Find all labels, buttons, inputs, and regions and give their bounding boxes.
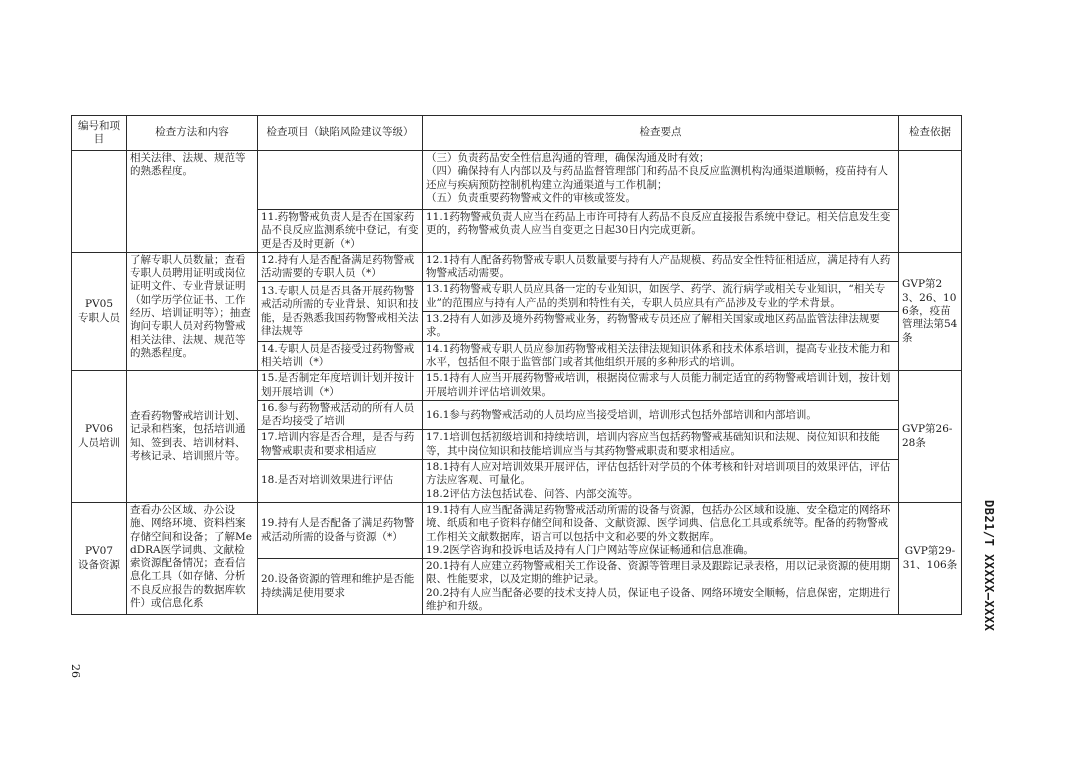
points-20 (423, 559, 899, 615)
points-19-1: 19.1持有人应当配备满足药物警戒活动所需的设备与资源，包括办公区域和设施、安全稳定的网络环境、纸质和电子资料存储空间和设备、文献资源、医学词典、信息化工具或系统等。配备的药物警戒工作相关文献数据库，语言可以包括中文和必要的外文数据库。 (426, 503, 891, 543)
cont-points (423, 151, 899, 210)
header-basis: 检查依据 (899, 116, 962, 151)
points-14: 14.1药物警戒专职人员应参加药物警戒相关法律法规知识体系和技术体系培训，提高专业技术能力和水平，包括但不限于监管部门或者其他组织开展的多种形式的培训。 (423, 341, 899, 371)
pv07-code: PV07 设备资源 (72, 502, 127, 614)
item-12: 12.持有人是否配备满足药物警戒活动需要的专职人员（*） (258, 252, 423, 282)
points-19 (423, 502, 899, 558)
cont-code (72, 151, 127, 253)
item-15: 15.是否制定年度培训计划并按计划开展培训（*） (258, 371, 423, 401)
header-method: 检查方法和内容 (127, 116, 258, 151)
points-16: 16.1参与药物警戒活动的人员均应当接受培训，培训形式包括外部培训和内部培训。 (423, 400, 899, 430)
cont-point-5: （五）负责重要药物警戒文件的审核或签发。 (426, 191, 636, 204)
inspection-table (71, 115, 962, 615)
header-points: 检查要点 (423, 116, 899, 151)
points-18 (423, 460, 899, 503)
pv07-basis: GVP第29-31、106条 (899, 502, 962, 614)
pv05-basis: GVP第23、26、106条，疫苗管理法第54条 (899, 252, 962, 370)
pv07-method: 查看办公区域、办公设施、网络环境、资料档案存储空间和设备；了解MedDRA医学词典、文献检索资源配备情况；查看信息化工具（如存储、分析不良反应报告的数据库软件）或信息化系 (127, 502, 258, 614)
header-item: 检查项目（缺陷风险建议等级） (258, 116, 423, 151)
pv05-method: 了解专职人员数量；查看专职人员聘用证明或岗位证明文件、专业背景证明（如学历学位证书、工作经历、培训证明等）；抽查询问专职人员对药物警戒相关法律、法规、规范等的熟悉程度。 (127, 252, 258, 370)
table-row (72, 151, 962, 210)
points-13-2: 13.2持有人如涉及境外药物警戒业务，药物警戒专员还应了解相关国家或地区药品监管法律法规要求。 (423, 312, 899, 342)
header-code: 编号和项目 (72, 116, 127, 151)
points-18-2: 18.2评估方法包括试卷、问答、内部交流等。 (426, 487, 639, 500)
points-20-1: 20.1持有人应建立药物警戒相关工作设备、资源等管理目录及跟踪记录表格，用以记录资源的使用期限、性能要求，以及定期的维护记录。 (426, 560, 891, 586)
cont-item-empty (258, 151, 423, 210)
points-18-1: 18.1持有人应对培训效果开展评估，评估包括针对学员的个体考核和针对培训项目的效果评估，评估方法应客观、可量化。 (426, 461, 891, 487)
item-17: 17.培训内容是否合理，是否与药物警戒职责和要求相适应 (258, 430, 423, 460)
cont-point-4: （四）确保持有人内部以及与药品监督管理部门和药品不良反应监测机构沟通渠道顺畅，疫苗持有人还应与疾病预防控制机构建立沟通渠道与工作机制； (426, 165, 888, 191)
item-18: 18.是否对培训效果进行评估 (258, 460, 423, 503)
pv05-code: PV05 专职人员 (72, 252, 127, 370)
cont-basis (899, 151, 962, 253)
points-15: 15.1持有人应当开展药物警戒培训，根据岗位需求与人员能力制定适宜的药物警戒培训计划，按计划开展培训并评估培训效果。 (423, 371, 899, 401)
item-13: 13.专职人员是否具备开展药物警戒活动所需的专业背景、知识和技能，是否熟悉我国药物警戒相关法律法规等 (258, 282, 423, 341)
header-row (72, 116, 962, 151)
page-number: 26 (69, 664, 82, 678)
cont-method: 相关法律、法规、规范等的熟悉程度。 (127, 151, 258, 253)
points-11: 11.1药物警戒负责人应当在药品上市许可持有人药品不良反应直接报告系统中登记。相关信息发生变更的，药物警戒负责人应当自变更之日起30日内完成更新。 (423, 210, 899, 253)
item-20: 20.设备资源的管理和维护是否能持续满足使用要求 (258, 559, 423, 615)
item-11: 11.药物警戒负责人是否在国家药品不良反应监测系统中登记，有变更是否及时更新（*） (258, 210, 423, 253)
item-16: 16.参与药物警戒活动的所有人员是否均接受了培训 (258, 400, 423, 430)
cont-point-3: （三）负责药品安全性信息沟通的管理，确保沟通及时有效； (426, 152, 710, 164)
pv06-method: 查看药物警戒培训计划、记录和档案，包括培训通知、签到表、培训材料、考核记录、培训照片等。 (127, 371, 258, 503)
points-17: 17.1培训包括初级培训和持续培训，培训内容应当包括药物警戒基础知识和法规、岗位知识和技能等，其中岗位知识和技能培训应当与其药物警戒职责和要求相适应。 (423, 430, 899, 460)
item-14: 14.专职人员是否接受过药物警戒相关培训（*） (258, 341, 423, 371)
standard-code-tag: DB21/T XXXXX—XXXX (982, 500, 996, 632)
pv06-code: PV06 人员培训 (72, 371, 127, 503)
points-19-2: 19.2医学咨询和投诉电话及持有人门户网站等应保证畅通和信息准确。 (426, 543, 754, 556)
points-20-2: 20.2持有人应当配备必要的技术支持人员，保证电子设备、网络环境安全顺畅，信息保密，定期进行维护和升级。 (426, 586, 891, 613)
table-row (72, 371, 962, 401)
pv06-basis: GVP第26-28条 (899, 371, 962, 503)
table-row (72, 252, 962, 282)
item-19: 19.持有人是否配备了满足药物警戒活动所需的设备与资源（*） (258, 502, 423, 558)
points-12: 12.1持有人配备药物警戒专职人员数量要与持有人产品规模、药品安全性特征相适应，满足持有人药物警戒活动需要。 (423, 252, 899, 282)
points-13-1: 13.1药物警戒专职人员应具备一定的专业知识，如医学、药学、流行病学或相关专业知识，“相关专业”的范围应与持有人产品的类别和特性有关，专职人员应具有产品涉及专业的学术背景。 (423, 282, 899, 312)
table-row (72, 502, 962, 558)
